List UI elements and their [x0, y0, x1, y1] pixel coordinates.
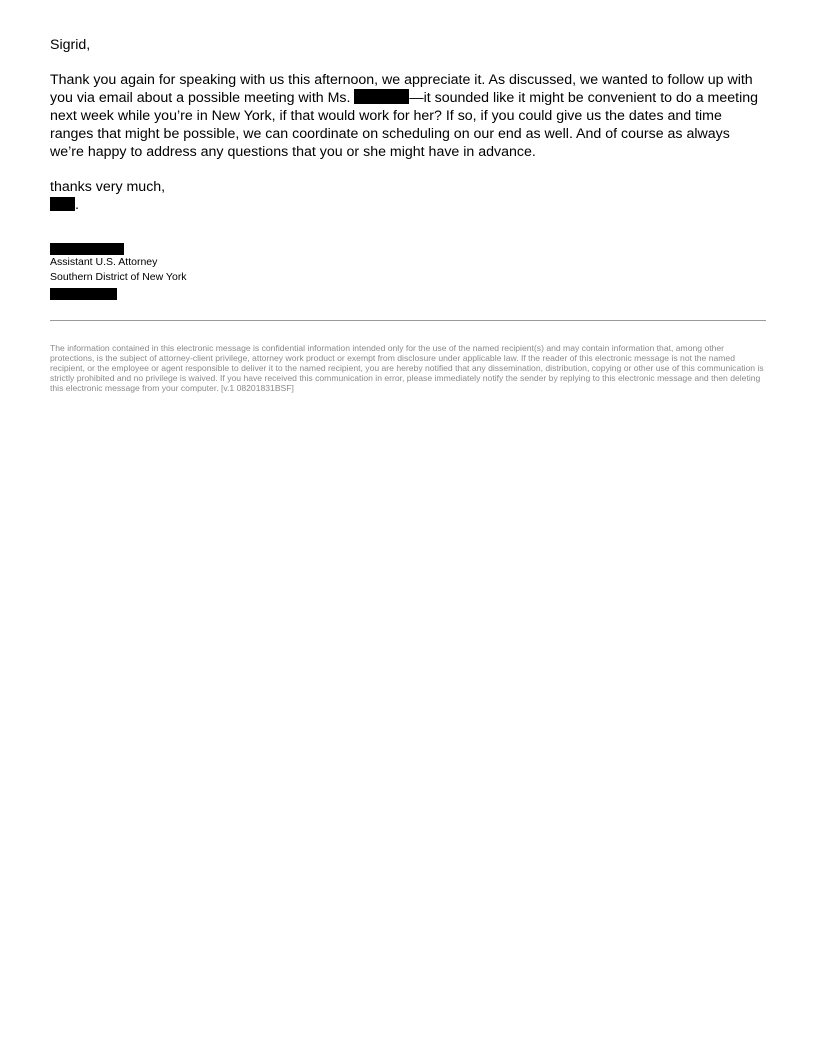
signature-office: Southern District of New York: [50, 271, 187, 283]
initials-suffix: .: [75, 197, 79, 213]
redaction-bar-sender-name: [50, 243, 124, 255]
redaction-bar-name: [354, 89, 409, 104]
disclaimer-divider: [50, 320, 766, 321]
confidentiality-disclaimer: The information contained in this electronic message is confidential information intended only for the use of the named recipient(s) and may contain information that, among other protections, is the subject of attorney-client privilege, attorney work product or exempt from disclosure under applicable law. If the reader of this electronic message is not the named recipient, or the employee or agent responsible to deliver it to the named recipient, you are hereby notified that any dissemination, distribution, copying or other use of this communication is strictly prohibited and no privilege is waived. If you have received this communication in error, please immediately notify the sender by replying to this electronic message and then deleting this electronic message from your computer. [v.1 08201831BSF]: [50, 343, 764, 393]
message-text-part-2: —it sounded like it might be convenient to do a meeting next week while you’re in New York, if that would work for her? If so, if you could give us the dates and time ranges that might be possible, we can coordinate on scheduling on our end as well. And of course as always we’re happy to address any questions that you or she might have in advance.: [50, 90, 758, 160]
message-text-part-1: Thank you again for speaking with us this afternoon, we appreciate it. As discussed, we wanted to follow up with you via email about a possible meeting with Ms.: [50, 72, 753, 106]
salutation: Sigrid,: [50, 37, 91, 53]
signature-title: Assistant U.S. Attorney: [50, 256, 158, 268]
message-paragraph: [50, 71, 766, 161]
sender-initials-line: [50, 196, 766, 214]
redaction-bar-contact: [50, 288, 117, 300]
closing-line: thanks very much,: [50, 179, 166, 195]
redaction-bar-initials: [50, 197, 75, 211]
signature-block: [50, 243, 766, 300]
email-body: [50, 36, 766, 300]
